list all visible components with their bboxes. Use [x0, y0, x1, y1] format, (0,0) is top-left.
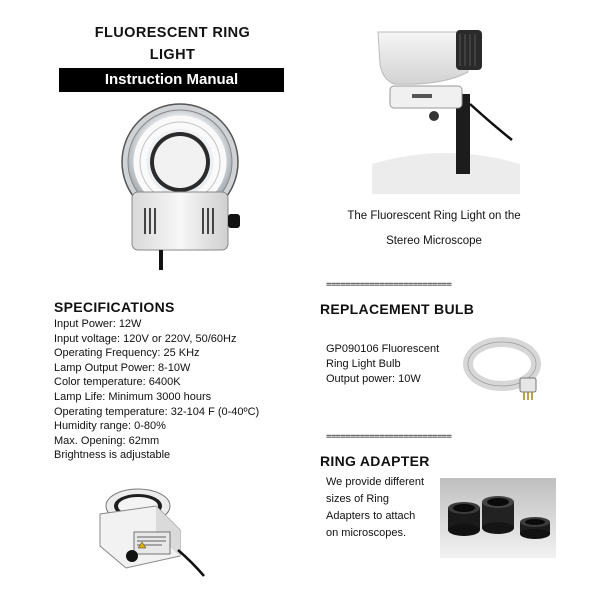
- specifications-heading: SPECIFICATIONS: [54, 299, 175, 315]
- microscope-caption-line-1: The Fluorescent Ring Light on the: [347, 210, 521, 222]
- bulb-line-1: GP090106 Fluorescent: [326, 343, 440, 355]
- microscope-caption: [324, 204, 544, 254]
- spec-item: Input Power: 12W: [54, 318, 142, 330]
- replacement-bulb-photo: [462, 334, 554, 406]
- spec-item: Operating Frequency: 25 KHz: [54, 347, 200, 360]
- section-divider: ==========================: [326, 432, 452, 442]
- spec-item: Color temperature: 6400K: [54, 376, 181, 389]
- title-line-1: FLUORESCENT RING: [94, 25, 251, 41]
- spec-item: Humidity range: 0-80%: [54, 420, 166, 433]
- adapter-line-4: on microscopes.: [326, 527, 407, 539]
- adapter-line-1: We provide different: [326, 476, 425, 488]
- adapter-line-3: Adapters to attach: [326, 510, 416, 522]
- title-line-2: LIGHT: [149, 47, 196, 63]
- ring-light-photo: [110, 100, 250, 270]
- instruction-manual-banner: Instruction Manual: [59, 68, 284, 92]
- spec-item: Lamp Life: Minimum 3000 hours: [54, 390, 212, 403]
- bulb-line-3: Output power: 10W: [326, 373, 421, 385]
- adapter-line-2: sizes of Ring: [326, 493, 389, 505]
- ring-adapter-heading: RING ADAPTER: [320, 453, 430, 469]
- spec-item: Max. Opening: 62mm: [54, 434, 160, 447]
- microscope-caption-line-2: Stereo Microscope: [386, 235, 482, 247]
- replacement-bulb-description: [326, 342, 439, 387]
- bulb-line-2: Ring Light Bulb: [326, 358, 401, 370]
- control-unit-photo: [92, 484, 212, 580]
- document-title: [60, 22, 285, 66]
- spec-item: Brightness is adjustable: [54, 449, 171, 462]
- ring-adapters-photo: [440, 478, 556, 558]
- spec-item: Operating temperature: 32-104 F (0-40ºC): [54, 405, 260, 418]
- ring-adapter-description: [326, 474, 424, 542]
- spec-item: Input voltage: 120V or 220V, 50/60Hz: [54, 332, 237, 345]
- microscope-photo: [372, 24, 520, 194]
- replacement-bulb-heading: REPLACEMENT BULB: [320, 301, 475, 317]
- section-divider: ==========================: [326, 280, 452, 290]
- specifications-list: [54, 317, 259, 463]
- spec-item: Lamp Output Power: 8-10W: [54, 361, 191, 374]
